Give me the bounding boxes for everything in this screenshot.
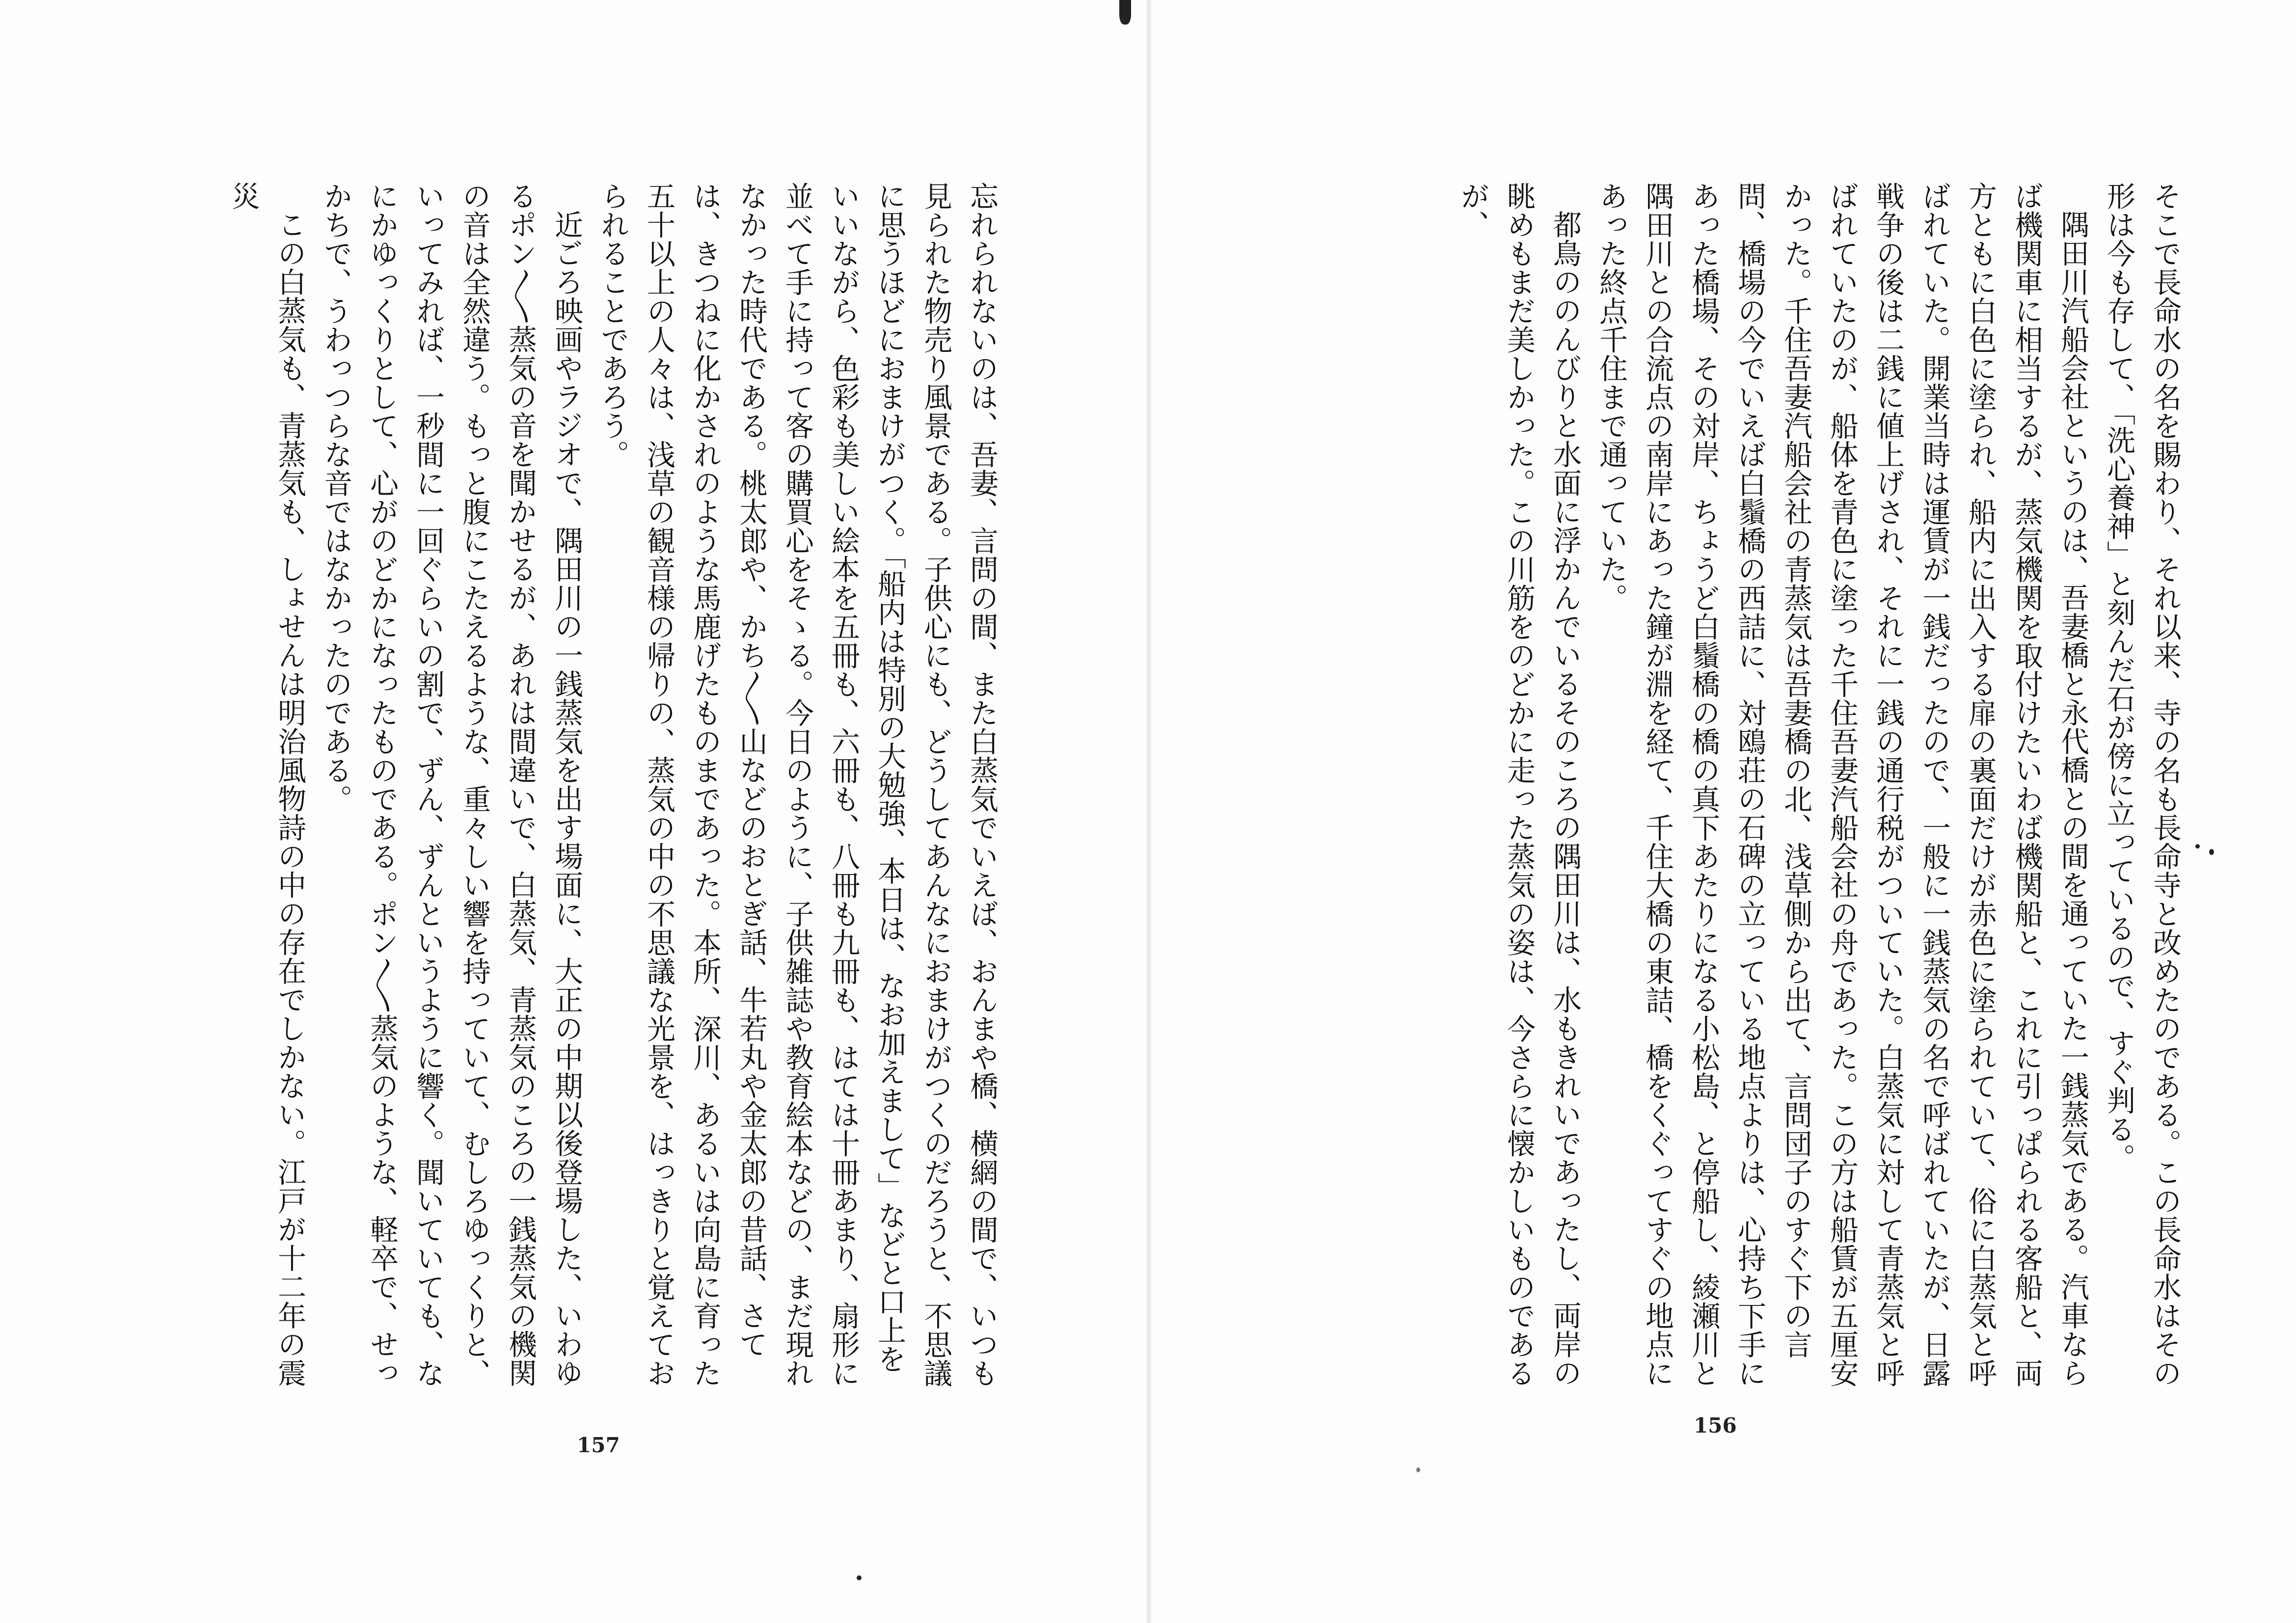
ink-speck-top bbox=[1119, 0, 1131, 25]
paragraph: 近ごろ映画やラジオで、隅田川の一銭蒸気を出す場面に、大正の中期以後登場した、いわゆるポン〳〵蒸気の音を聞かせるが、あれは間違いで、白蒸気、青蒸気のころの一銭蒸気の機関の音は全然違う。もっと腹にこたえるような、重々しい響を持っていて、むしろゆっくりと、いってみれば、一秒間に一回ぐらいの割で、ずん、ずんというように響く。聞いていても、なにかゆっくりとして、心がのどかになったものである。ポン〳〵蒸気のような、軽卒で、せっかちで、うわっつらな音ではなかったのである。 bbox=[319, 182, 583, 1387]
paragraph: 都鳥ののんびりと水面に浮かんでいるそのころの隅田川は、水もきれいであったし、両岸の眺めもまだ美しかった。この川筋をのどかに走った蒸気の姿は、今さらに懐かしいものであるが、 bbox=[1456, 182, 1582, 1387]
ink-speck-right-margin-2 bbox=[2209, 849, 2214, 855]
left-page-body bbox=[23, 182, 1005, 1394]
ink-speck-mid bbox=[1416, 1467, 1420, 1472]
ink-speck-bottom bbox=[857, 1575, 862, 1580]
paragraph: そこで長命水の名を賜わり、それ以来、寺の名も長命寺と改めたのである。この長命水はその形は今も存して、「洗心養神」と刻んだ石が傍に立っているので、すぐ判る。 bbox=[2102, 182, 2182, 1387]
paragraph: この白蒸気も、青蒸気も、しょせんは明治風物詩の中の存在でしかない。江戸が十二年の震災 bbox=[227, 182, 306, 1387]
page-number-left: 157 bbox=[577, 1433, 620, 1457]
ink-speck-right-margin bbox=[2195, 844, 2200, 849]
page-number-right: 156 bbox=[1694, 1413, 1737, 1437]
right-page-body bbox=[1206, 182, 2188, 1394]
paragraph: 忘れられないのは、吾妻、言問の間、また白蒸気でいえば、おんまや橋、横網の間で、いつも見られた物売り風景である。子供心にも、どうしてあんなにおまけがつくのだろうと、不思議に思うほどにおまけがつく。「船内は特別の大勉強、本日は、なお加えまして」などと口上をいいながら、色彩も美しい絵本を五冊も、六冊も、八冊も九冊も、はては十冊あまり、扇形に並べて手に持って客の購買心をそゝる。今日のように、子供雑誌や教育絵本などの、まだ現れなかった時代である。桃太郎や、かち〳〵山などのおとぎ話、牛若丸や金太郎の昔話、さては、きつねに化かされのような馬鹿げたものまであった。本所、深川、あるいは向島に育った五十以上の人々は、浅草の観音様の帰りの、蒸気の中の不思議な光景を、はっきりと覚えておられることであろう。 bbox=[596, 182, 999, 1387]
page-gutter bbox=[1145, 0, 1152, 1623]
paragraph: 隅田川汽船会社というのは、吾妻橋と永代橋との間を通っていた一銭蒸気である。汽車ならば機関車に相当するが、蒸気機関を取付けたいわば機関船と、これに引っぱられる客船と、両方ともに白色に塗られ、船内に出入する扉の裏面だけが赤色に塗られていて、俗に白蒸気と呼ばれていた。開業当時は運賃が一銭だったので、一般に一銭蒸気の名で呼ばれていたが、日露戦争の後は二銭に値上げされ、それに一銭の通行税がついていた。白蒸気に対して青蒸気と呼ばれていたのが、船体を青色に塗った千住吾妻汽船会社の舟であった。この方は船賃が五厘安かった。千住吾妻汽船会社の青蒸気は吾妻橋の北、浅草側から出て、言問団子のすぐ下の言問、橋場の今でいえば白鬚橋の西詰に、対鴎荘の石碑の立っている地点よりは、心持ち下手にあった橋場、その対岸、ちょうど白鬚橋の橋の真下あたりになる小松島、と停船し、綾瀬川と隅田川との合流点の南岸にあった鐘が淵を経て、千住大橋の東詰、橋をくぐってすぐの地点にあった終点千住まで通っていた。 bbox=[1594, 182, 2089, 1387]
